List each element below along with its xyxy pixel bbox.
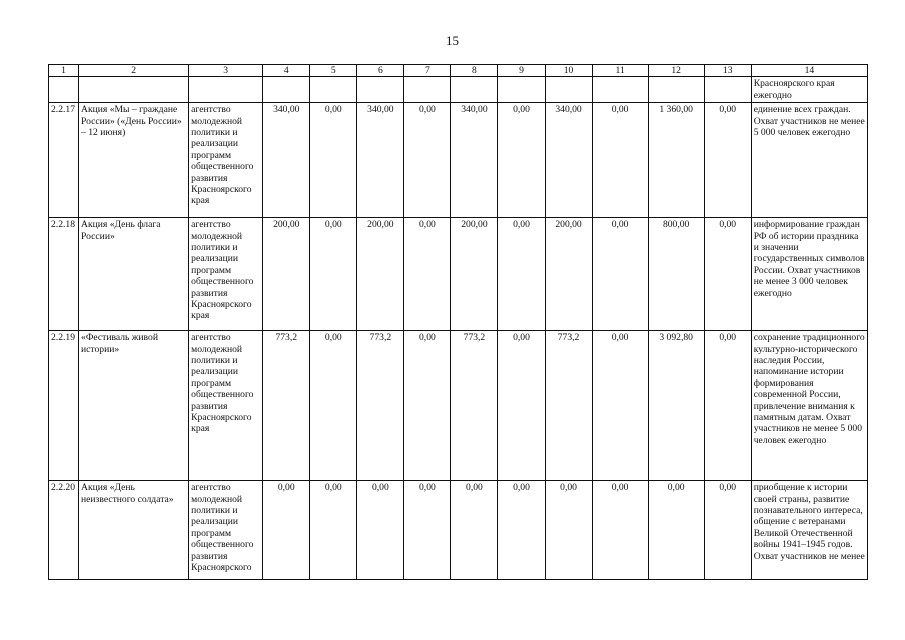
value-cell: 0,00 [704, 331, 751, 481]
value-cell: 0,00 [498, 331, 545, 481]
row-id: 2.2.17 [49, 103, 79, 218]
executor: агентство молодежной политики и реализации программ общественного развития Красноярского края [189, 331, 263, 481]
program-table [48, 64, 868, 580]
column-header: 1 [49, 65, 79, 77]
column-header: 14 [751, 65, 867, 77]
value-cell: 0,00 [704, 103, 751, 218]
result-cell: информирование граждан РФ об истории праздника и значении государственных символов России. Охват участников не менее 3 000 человек ежегодно [751, 218, 867, 331]
event-name: Акция «День флага России» [79, 218, 189, 331]
value-cell: 340,00 [357, 103, 404, 218]
table-cell [404, 77, 451, 103]
value-cell: 773,2 [357, 331, 404, 481]
value-cell: 773,2 [451, 331, 498, 481]
row-id: 2.2.18 [49, 218, 79, 331]
continued-row [49, 77, 868, 103]
value-cell: 0,00 [404, 331, 451, 481]
value-cell: 773,2 [545, 331, 592, 481]
table-cell [263, 77, 310, 103]
table-row [49, 331, 868, 481]
column-header: 9 [498, 65, 545, 77]
column-number-row [49, 65, 868, 77]
column-header: 3 [189, 65, 263, 77]
value-cell: 0,00 [357, 481, 404, 580]
value-cell: 0,00 [592, 218, 648, 331]
value-cell: 0,00 [310, 218, 357, 331]
value-cell: 0,00 [310, 331, 357, 481]
event-name: Акция «День неизвестного солдата» [79, 481, 189, 580]
column-header: 8 [451, 65, 498, 77]
executor: агентство молодежной политики и реализации программ общественного развития Красноярского [189, 481, 263, 580]
table-cell [451, 77, 498, 103]
table-row [49, 481, 868, 580]
table-cell [49, 77, 79, 103]
value-cell: 800,00 [648, 218, 704, 331]
column-header: 11 [592, 65, 648, 77]
table-cell [545, 77, 592, 103]
column-header: 7 [404, 65, 451, 77]
value-cell: 200,00 [357, 218, 404, 331]
table-cell [498, 77, 545, 103]
page-number: 15 [446, 33, 459, 48]
executor: агентство молодежной политики и реализации программ общественного развития Красноярского края [189, 218, 263, 331]
table-cell [704, 77, 751, 103]
row-id: 2.2.20 [49, 481, 79, 580]
table-row [49, 218, 868, 331]
table-cell [79, 77, 189, 103]
column-header: 13 [704, 65, 751, 77]
value-cell: 0,00 [310, 481, 357, 580]
result-cell: единение всех граждан. Охват участников не менее 5 000 человек ежегодно [751, 103, 867, 218]
value-cell: 0,00 [404, 103, 451, 218]
table-cell [357, 77, 404, 103]
table-cell [310, 77, 357, 103]
column-header: 10 [545, 65, 592, 77]
value-cell: 0,00 [451, 481, 498, 580]
value-cell: 340,00 [545, 103, 592, 218]
value-cell: 0,00 [592, 331, 648, 481]
result-cell: приобщение к истории своей страны, развитие познавательного интереса, общение с ветеранами Великой Отечественной войны 1941–1945 годов. Охват участников не менее [751, 481, 867, 580]
column-header: 5 [310, 65, 357, 77]
value-cell: 340,00 [263, 103, 310, 218]
row-id: 2.2.19 [49, 331, 79, 481]
value-cell: 200,00 [451, 218, 498, 331]
value-cell: 0,00 [498, 481, 545, 580]
value-cell: 1 360,00 [648, 103, 704, 218]
column-header: 4 [263, 65, 310, 77]
table-cell [189, 77, 263, 103]
value-cell: 0,00 [498, 103, 545, 218]
column-header: 2 [79, 65, 189, 77]
value-cell: 200,00 [545, 218, 592, 331]
value-cell: 0,00 [404, 218, 451, 331]
value-cell: 200,00 [263, 218, 310, 331]
value-cell: 3 092,80 [648, 331, 704, 481]
column-header: 6 [357, 65, 404, 77]
column-header: 12 [648, 65, 704, 77]
result-cell: сохранение традиционного культурно-исторического наследия России, напоминание истории формирования современной России, привлечение внимания к памятным датам. Охват участников не менее 5 000 человек ежегодно [751, 331, 867, 481]
result-cell: Красноярского края ежегодно [751, 77, 867, 103]
value-cell: 0,00 [592, 481, 648, 580]
event-name: «Фестиваль живой истории» [79, 331, 189, 481]
value-cell: 0,00 [648, 481, 704, 580]
value-cell: 0,00 [545, 481, 592, 580]
table-row [49, 103, 868, 218]
value-cell: 773,2 [263, 331, 310, 481]
value-cell: 0,00 [263, 481, 310, 580]
table-cell [648, 77, 704, 103]
event-name: Акция «Мы – граждане России» («День России» – 12 июня) [79, 103, 189, 218]
value-cell: 0,00 [704, 218, 751, 331]
value-cell: 0,00 [592, 103, 648, 218]
value-cell: 0,00 [498, 218, 545, 331]
value-cell: 0,00 [404, 481, 451, 580]
value-cell: 340,00 [451, 103, 498, 218]
executor: агентство молодежной политики и реализации программ общественного развития Красноярского края [189, 103, 263, 218]
table-cell [592, 77, 648, 103]
value-cell: 0,00 [310, 103, 357, 218]
value-cell: 0,00 [704, 481, 751, 580]
